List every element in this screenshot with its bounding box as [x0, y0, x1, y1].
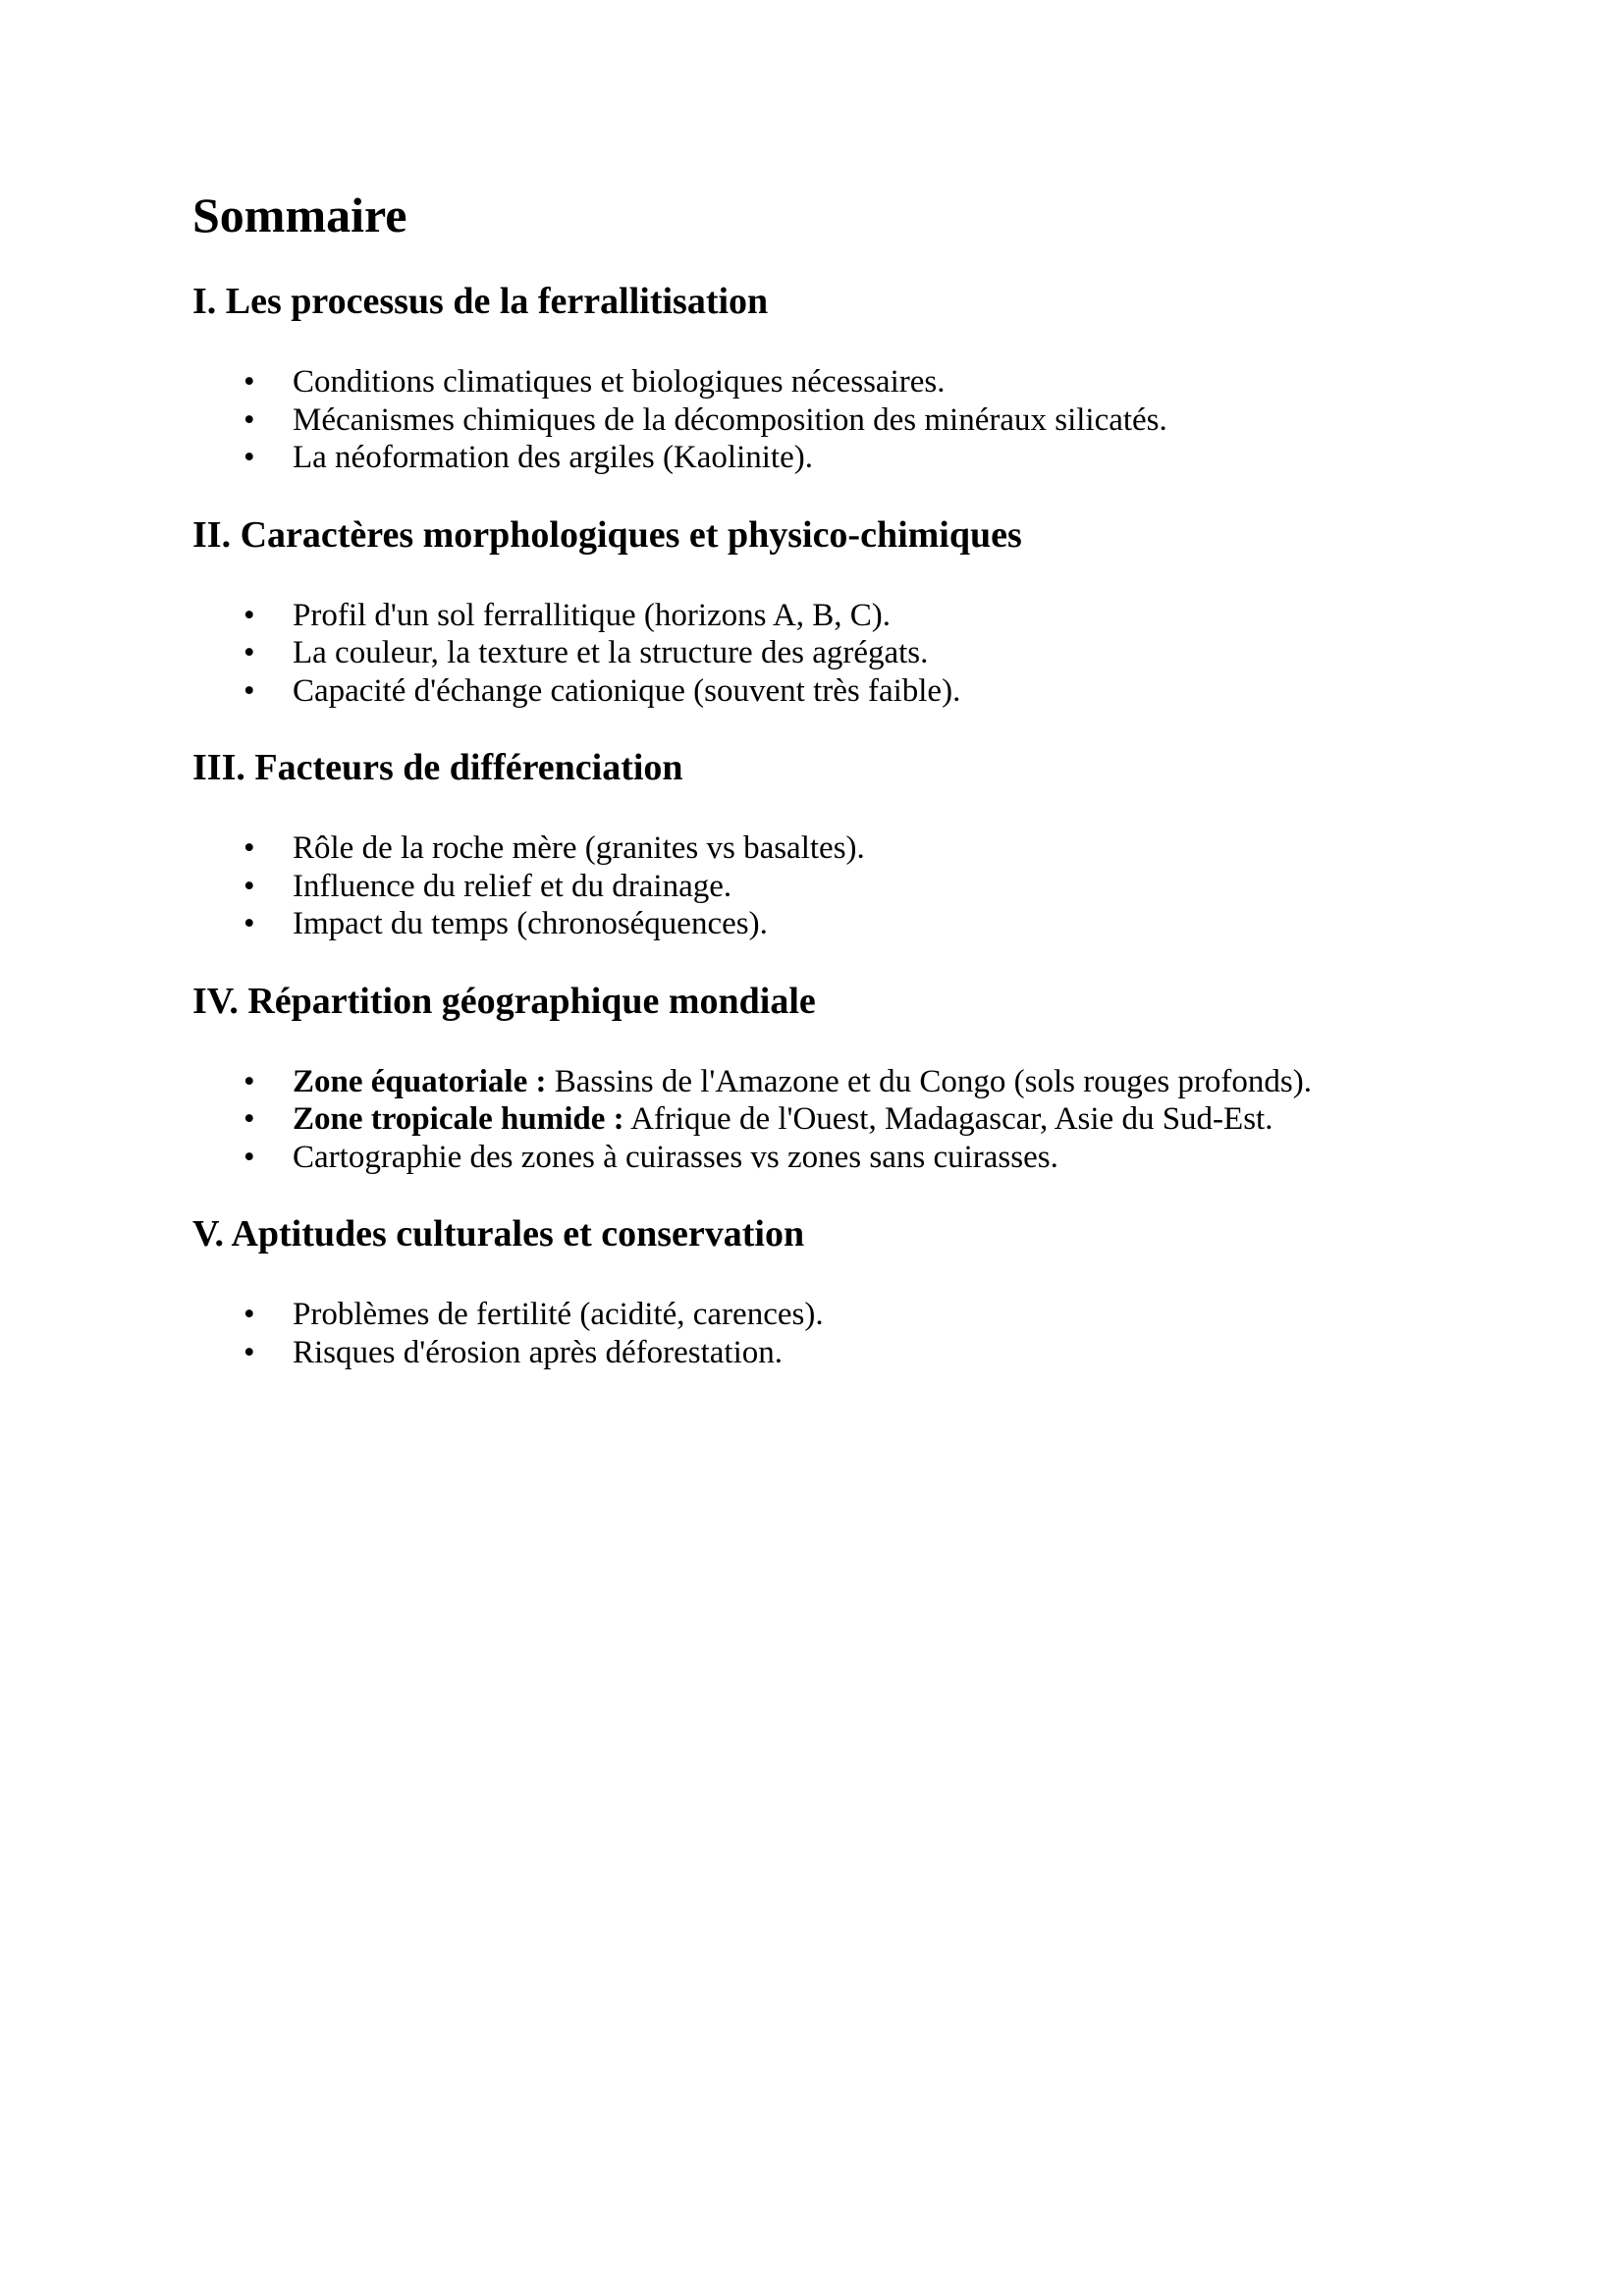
item-text: Risques d'érosion après déforestation.	[293, 1334, 783, 1370]
bullet-icon: •	[244, 440, 255, 475]
list-item	[192, 634, 1432, 672]
list-item	[192, 1139, 1432, 1177]
list-item	[192, 1100, 1432, 1139]
item-text: Profil d'un sol ferrallitique (horizons A, B, C).	[293, 597, 892, 633]
item-text: Afrique de l'Ouest, Madagascar, Asie du Sud-Est.	[623, 1101, 1273, 1137]
bullet-icon: •	[244, 1063, 255, 1099]
bullet-icon: •	[244, 868, 255, 904]
bullet-icon: •	[244, 1334, 255, 1370]
item-text: Impact du temps (chronoséquences).	[293, 906, 768, 941]
item-lead: Zone équatoriale :	[293, 1063, 547, 1099]
item-text: Mécanismes chimiques de la décomposition des minéraux silicatés.	[293, 401, 1167, 438]
item-lead: Zone tropicale humide :	[293, 1101, 624, 1137]
bullet-icon: •	[244, 364, 255, 400]
list-item	[192, 439, 1432, 477]
list-item	[192, 1296, 1432, 1334]
section-list-5	[192, 1296, 1432, 1371]
item-text: Influence du relief et du drainage.	[293, 868, 732, 904]
list-item	[192, 829, 1432, 868]
list-item	[192, 363, 1432, 401]
section-list-2	[192, 597, 1432, 711]
section-heading-2: II. Caractères morphologiques et physico-chimiques	[192, 513, 1022, 556]
bullet-icon: •	[244, 906, 255, 941]
section-heading-3: III. Facteurs de différenciation	[192, 747, 683, 788]
item-text: Problèmes de fertilité (acidité, carences).	[293, 1297, 824, 1332]
section-heading-4: IV. Répartition géographique mondiale	[192, 980, 816, 1022]
item-text: La couleur, la texture et la structure des agrégats.	[293, 635, 929, 670]
section-heading-1: I. Les processus de la ferrallitisation	[192, 281, 769, 322]
section-heading-5: V. Aptitudes culturales et conservation	[192, 1213, 805, 1255]
item-text: Capacité d'échange cationique (souvent très faible).	[293, 672, 961, 709]
bullet-icon: •	[244, 830, 255, 866]
section-list-3	[192, 829, 1432, 943]
bullet-icon: •	[244, 1101, 255, 1137]
page-title: Sommaire	[192, 187, 407, 242]
bullet-icon: •	[244, 1139, 255, 1175]
list-item	[192, 905, 1432, 943]
list-item	[192, 401, 1432, 440]
bullet-icon: •	[244, 401, 255, 438]
item-text: Cartographie des zones à cuirasses vs zones sans cuirasses.	[293, 1139, 1058, 1175]
list-item	[192, 868, 1432, 906]
item-text: Conditions climatiques et biologiques nécessaires.	[293, 364, 946, 400]
section-list-1	[192, 363, 1432, 477]
item-text: Bassins de l'Amazone et du Congo (sols rouges profonds).	[546, 1063, 1312, 1099]
item-text: Rôle de la roche mère (granites vs basaltes).	[293, 830, 865, 866]
list-item	[192, 1334, 1432, 1372]
bullet-icon: •	[244, 635, 255, 670]
list-item	[192, 1063, 1432, 1101]
list-item	[192, 672, 1432, 711]
item-text: La néoformation des argiles (Kaolinite).	[293, 440, 813, 475]
list-item	[192, 597, 1432, 635]
bullet-icon: •	[244, 1297, 255, 1332]
section-list-4	[192, 1063, 1432, 1177]
bullet-icon: •	[244, 672, 255, 709]
bullet-icon: •	[244, 597, 255, 633]
